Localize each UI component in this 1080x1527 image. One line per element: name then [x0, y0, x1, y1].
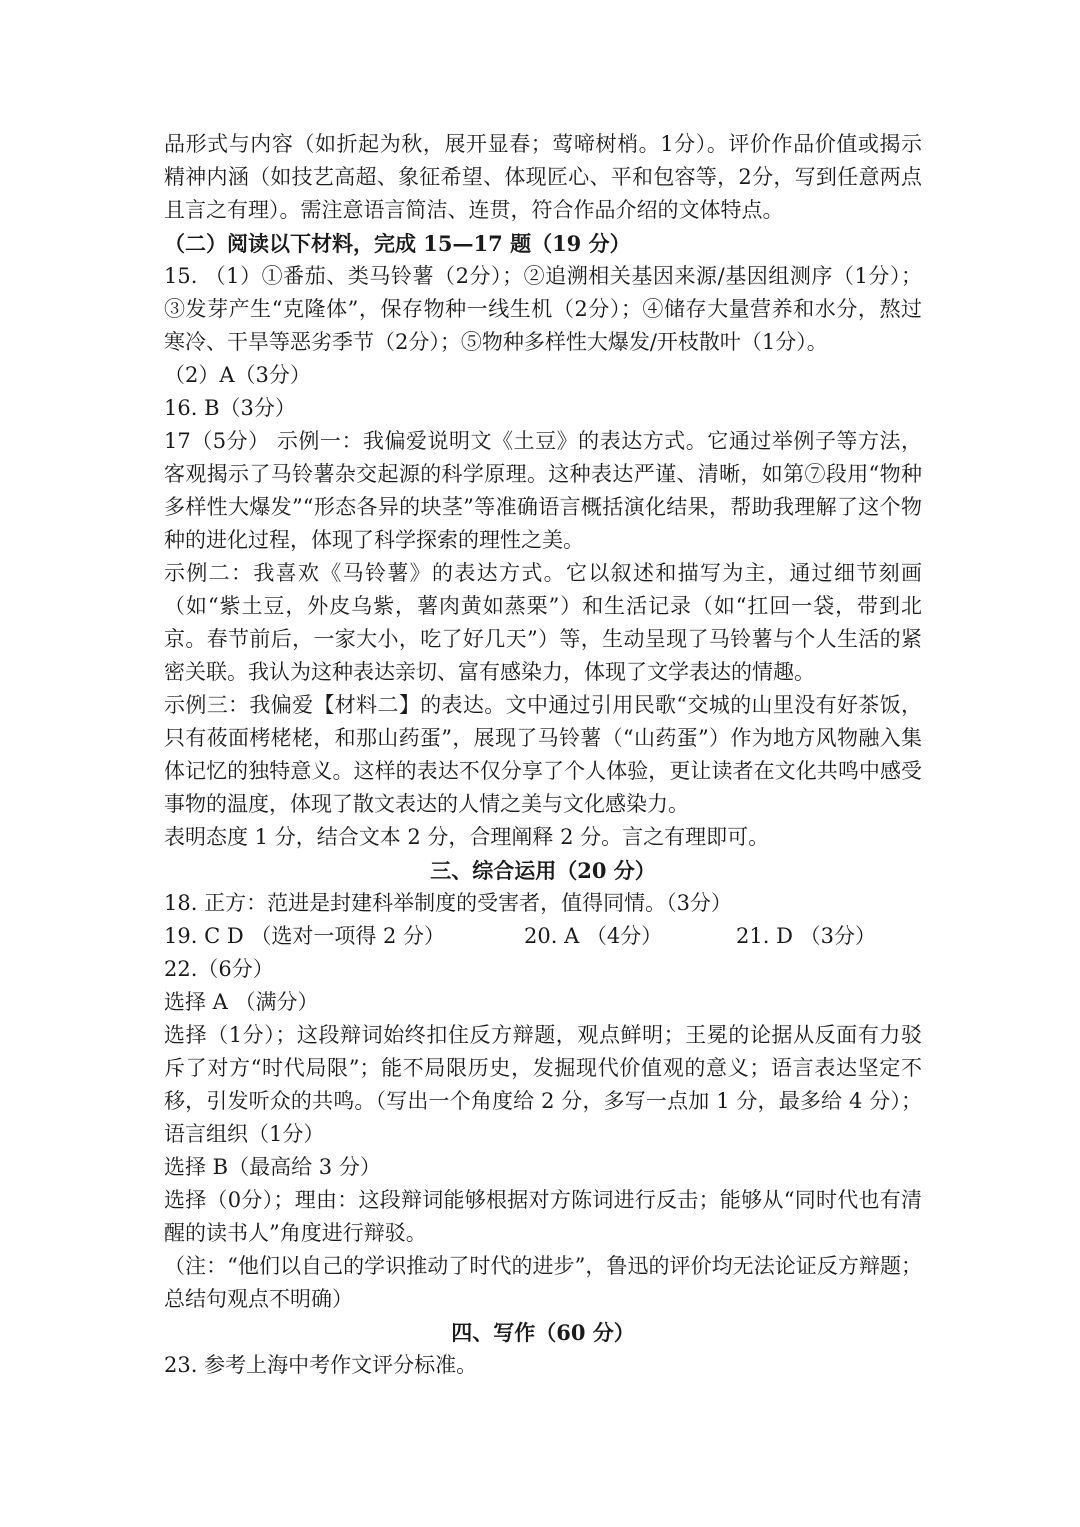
- answer-q23: 23. 参考上海中考作文评分标准。: [164, 1353, 478, 1377]
- section-heading-comprehensive: 三、综合运用（20 分）: [430, 858, 656, 883]
- answer-q17-example2: 示例二：我喜欢《马铃薯》的表达方式。它以叙述和描写为主，通过细节刻画（如“紫土豆，外皮乌紫，薯肉黄如蒸栗”）和生活记录（如“扛回一袋，带到北京。春节前后，一家大小，吃了好几天”）等，生动呈现了马铃薯与个人生活的紧密关联。我认为这种表达亲切、富有感染力，体现了文学表达的情趣。: [164, 561, 922, 684]
- answer-q15-part1: 15. （1）①番茄、类马铃薯（2分）；②追溯相关基因来源/基因组测序（1分）；③发芽产生“克隆体”，保存物种一线生机（2分）；④储存大量营养和水分，熬过寒冷、干旱等恶劣季节（2分）；⑤物种多样性大爆发/开枝散叶（1分）。: [164, 264, 922, 354]
- answer-q15-part2: （2）A（3分）: [164, 363, 311, 387]
- answer-q19: 19. C D （选对一项得 2 分）: [164, 924, 446, 948]
- answer-q22-option-b-body: 选择（0分）；理由：这段辩词能够根据对方陈词进行反击；能够从“同时代也有清醒的读书人”角度进行辩驳。: [164, 1188, 922, 1245]
- answer-q21: 21. D （3分）: [736, 924, 876, 948]
- answer-q20: 20. A （4分）: [524, 924, 663, 948]
- section-heading-writing: 四、写作（60 分）: [451, 1320, 635, 1345]
- answer-q16: 16. B（3分）: [164, 396, 296, 420]
- answer-q18: 18. 正方：范进是封建科举制度的受害者，值得同情。（3分）: [164, 891, 732, 915]
- answer-q17-scoring: 表明态度 1 分，结合文本 2 分，合理阐释 2 分。言之有理即可。: [164, 825, 770, 849]
- answer-q22-option-b-title: 选择 B（最高给 3 分）: [164, 1155, 381, 1179]
- answers-q19-q21-row: [164, 920, 922, 953]
- answer-q22: 22.（6分）: [164, 957, 274, 981]
- answer-q22-option-a-title: 选择 A （满分）: [164, 990, 319, 1014]
- answer-q22-option-a-body: 选择（1分）；这段辩词始终扣住反方辩题，观点鲜明；王冕的论据从反面有力驳斥了对方“时代局限”；能不局限历史，发掘现代价值观的意义；语言表达坚定不移，引发听众的共鸣。（写出一个角度给 2 分，多写一点加 1 分，最多给 4 分）；语言组织（1分）: [164, 1023, 922, 1146]
- section-heading-reading-2: （二）阅读以下材料，完成 15—17 题（19 分）: [164, 231, 631, 256]
- answer-q17-example3: 示例三：我偏爱【材料二】的表达。文中通过引用民歌“交城的山里没有好茶饭，只有莜面栲栳栳，和那山药蛋”，展现了马铃薯（“山药蛋”）作为地方风物融入集体记忆的独特意义。这样的表达不仅分享了个人体验，更让读者在文化共鸣中感受事物的温度，体现了散文表达的人情之美与文化感染力。: [164, 693, 922, 816]
- answer-q17-example1: 17（5分） 示例一：我偏爱说明文《土豆》的表达方式。它通过举例子等方法，客观揭示了马铃薯杂交起源的科学原理。这种表达严谨、清晰，如第⑦段用“物种多样性大爆发”“形态各异的块茎”等准确语言概括演化结果，帮助我理解了这个物种的进化过程，体现了科学探索的理性之美。: [164, 429, 922, 552]
- paragraph-artwork-intro-criteria: 品形式与内容（如折起为秋，展开显春；莺啼树梢。1分）。评价作品价值或揭示精神内涵（如技艺高超、象征希望、体现匠心、平和包容等，2分，写到任意两点且言之有理）。需注意语言简洁、连贯，符合作品介绍的文体特点。: [164, 132, 922, 222]
- answer-q22-note: （注：“他们以自己的学识推动了时代的进步”，鲁迅的评价均无法论证反方辩题；总结句观点不明确）: [164, 1254, 922, 1311]
